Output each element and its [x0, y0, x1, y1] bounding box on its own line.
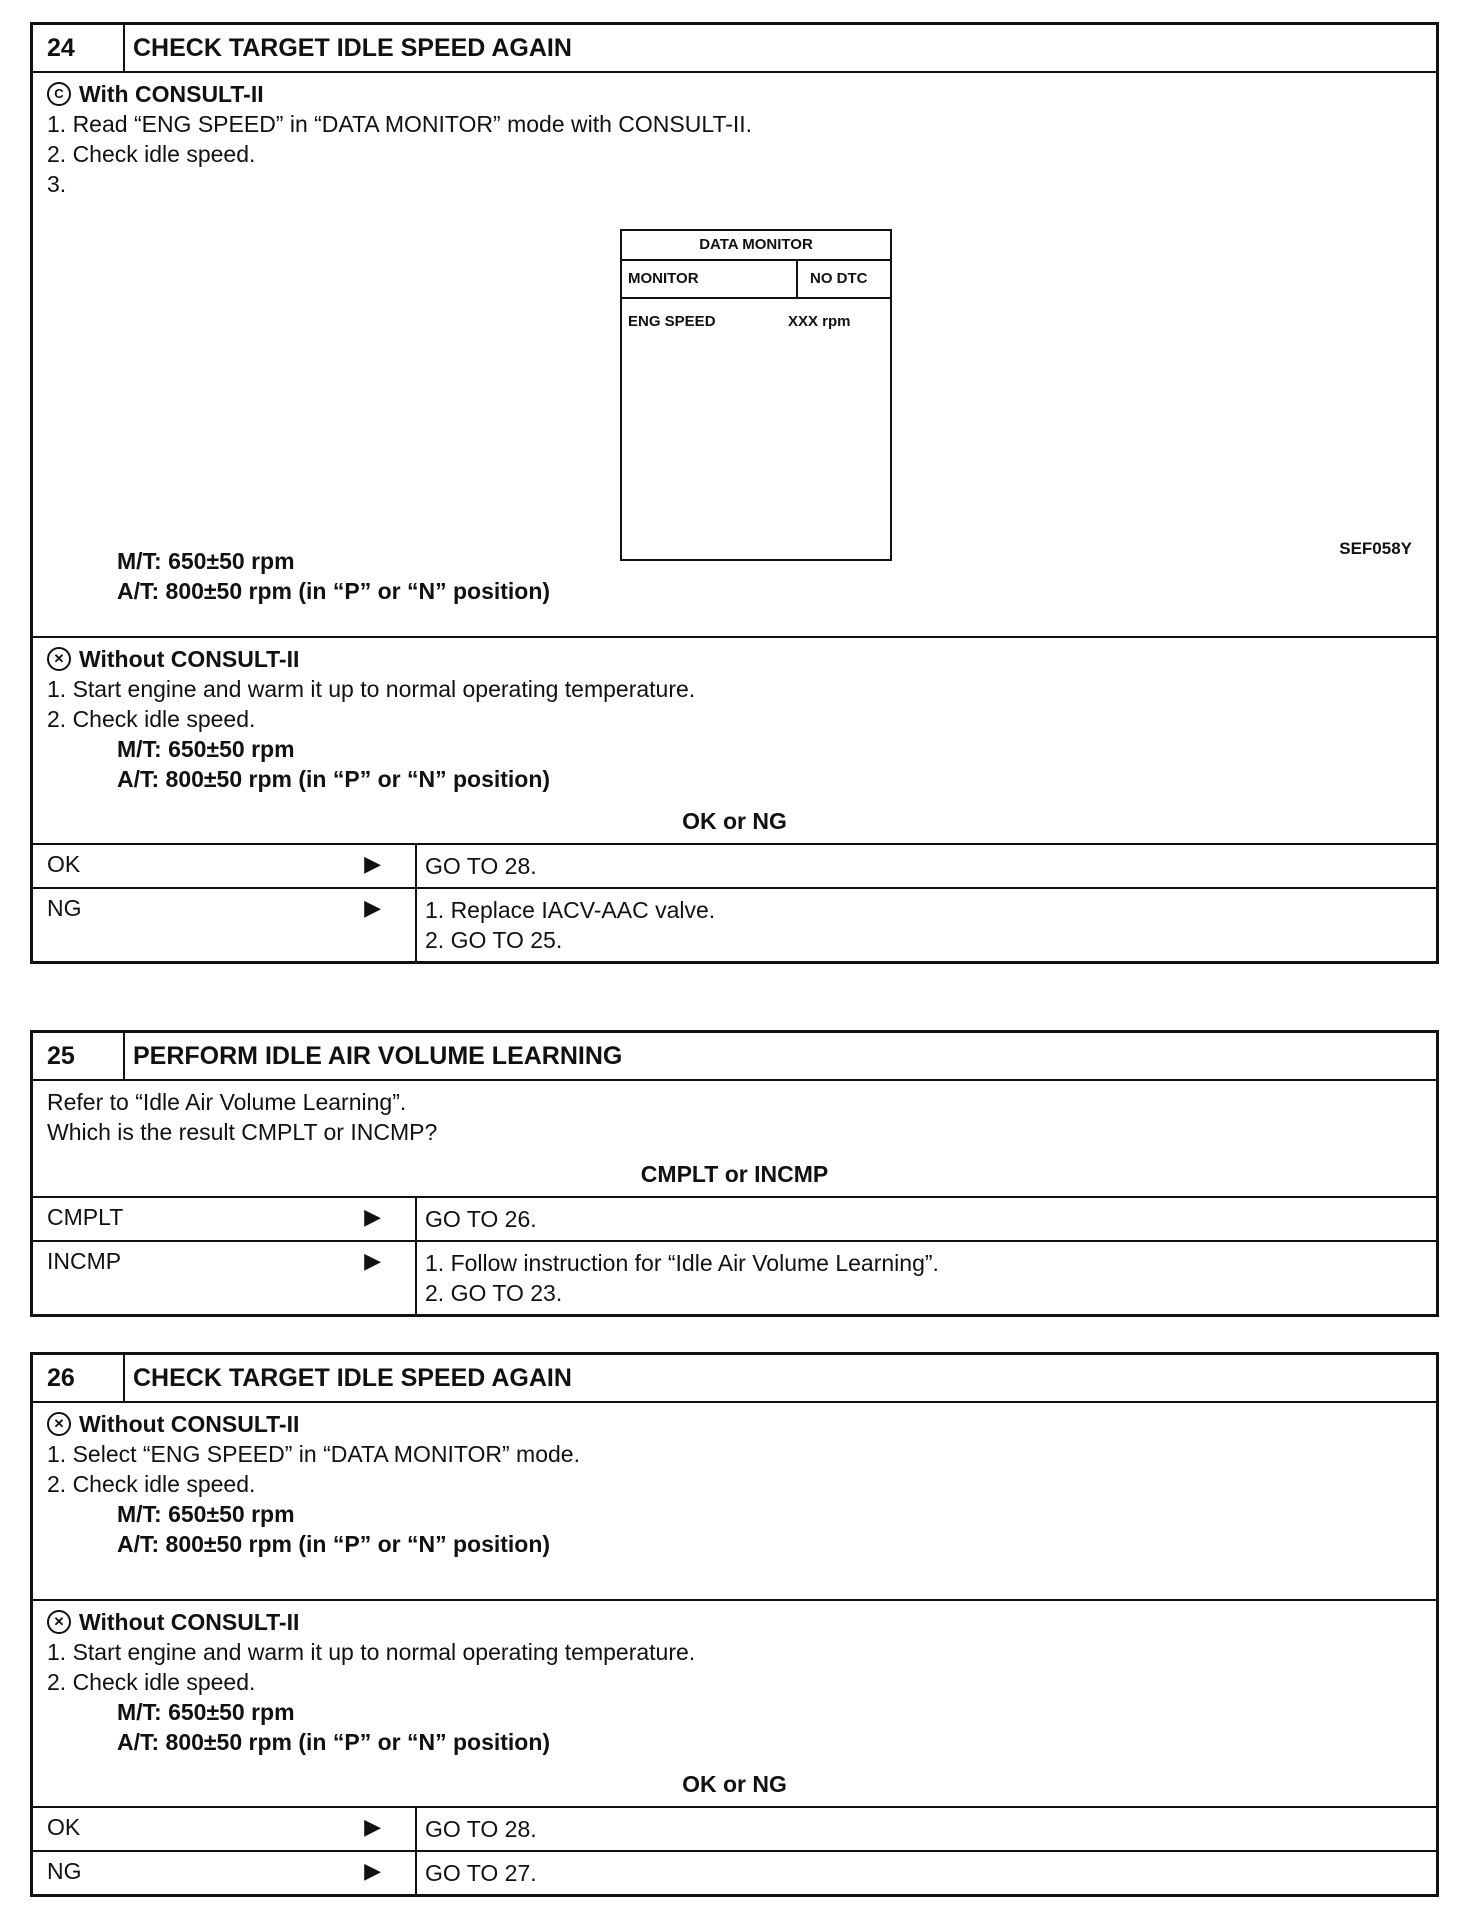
instruction-line: 2. Check idle speed.	[47, 706, 256, 732]
result-action	[417, 1242, 947, 1314]
spec-at: A/T: 800±50 rpm (in “P” or “N” position)	[117, 1729, 551, 1755]
result-row-ng	[33, 887, 1436, 961]
without-consult-section	[33, 636, 1436, 800]
instruction-line: Refer to “Idle Air Volume Learning”.	[47, 1089, 407, 1115]
step-header	[33, 25, 1436, 73]
arrow-right-icon: ▶	[364, 1248, 381, 1273]
step-header	[33, 1355, 1436, 1403]
result-row-cmplt	[33, 1196, 1436, 1240]
monitor-value: XXX rpm	[788, 313, 851, 330]
spec-mt: M/T: 650±50 rpm	[117, 1699, 295, 1725]
step-number: 26	[33, 1355, 125, 1401]
result-question: CMPLT or INCMP	[640, 1161, 829, 1187]
instruction-line: 1. Select “ENG SPEED” in “DATA MONITOR” mode.	[47, 1441, 580, 1467]
no-dtc-col: NO DTC	[810, 270, 868, 287]
spec-at: A/T: 800±50 rpm (in “P” or “N” position)	[117, 766, 551, 792]
with-consult-heading	[47, 79, 1422, 109]
spec-mt: M/T: 650±50 rpm	[117, 548, 295, 574]
result-label: NG	[47, 895, 82, 921]
result-label: NG	[47, 1858, 82, 1884]
action-line: GO TO 28.	[425, 853, 537, 879]
step-number: 25	[33, 1033, 125, 1079]
result-label-cell	[33, 1808, 417, 1850]
data-monitor-screen	[620, 229, 892, 561]
without-consult-section-a	[33, 1403, 1436, 1599]
result-row-ok	[33, 1806, 1436, 1850]
without-consult-label: Without CONSULT-II	[79, 646, 300, 672]
monitor-title: DATA MONITOR	[622, 231, 890, 261]
step-26-box	[30, 1352, 1439, 1897]
step-24-box	[30, 22, 1439, 964]
instruction-line: 2. Check idle speed.	[47, 1471, 256, 1497]
result-label: OK	[47, 851, 81, 877]
arrow-right-icon: ▶	[364, 1204, 381, 1229]
step-title: CHECK TARGET IDLE SPEED AGAIN	[133, 1363, 572, 1392]
action-line: 2. GO TO 23.	[425, 1280, 563, 1306]
action-line: GO TO 26.	[425, 1206, 537, 1232]
monitor-header-row	[622, 261, 890, 299]
with-consult-section	[33, 73, 1436, 636]
result-row-ng	[33, 1850, 1436, 1894]
no-consult-icon: ✕	[47, 1412, 71, 1436]
data-monitor-figure	[47, 199, 1422, 594]
action-line: GO TO 27.	[425, 1860, 537, 1886]
spec-mt: M/T: 650±50 rpm	[117, 736, 295, 762]
spec-at: A/T: 800±50 rpm (in “P” or “N” position)	[117, 578, 551, 604]
instruction-section	[33, 1081, 1436, 1153]
without-consult-label: Without CONSULT-II	[79, 1411, 300, 1437]
action-line: 2. GO TO 25.	[425, 927, 563, 953]
with-consult-label: With CONSULT-II	[79, 81, 264, 107]
step-number: 24	[33, 25, 125, 71]
result-question: OK or NG	[682, 1771, 787, 1797]
spec-mt: M/T: 650±50 rpm	[117, 1501, 295, 1527]
arrow-right-icon: ▶	[364, 895, 381, 920]
result-label-cell	[33, 1852, 417, 1894]
result-label-cell	[33, 1198, 417, 1240]
consult-icon: C	[47, 82, 71, 106]
instruction-line: 1. Start engine and warm it up to normal operating temperature.	[47, 1639, 696, 1665]
result-row-ok	[33, 843, 1436, 887]
instruction-line: 2. Check idle speed.	[47, 1669, 256, 1695]
result-action	[417, 845, 545, 887]
result-label-cell	[33, 889, 417, 961]
result-label: OK	[47, 1814, 81, 1840]
no-consult-icon: ✕	[47, 1610, 71, 1634]
instruction-line: 1. Read “ENG SPEED” in “DATA MONITOR” mode with CONSULT-II.	[47, 111, 753, 137]
instruction-line: 3.	[47, 171, 67, 197]
instruction-line: 1. Start engine and warm it up to normal operating temperature.	[47, 676, 696, 702]
without-consult-heading	[47, 1409, 1422, 1439]
result-label-cell	[33, 1242, 417, 1314]
result-question: OK or NG	[682, 808, 787, 834]
result-action	[417, 1198, 545, 1240]
action-line: 1. Follow instruction for “Idle Air Volume Learning”.	[425, 1250, 939, 1276]
result-action	[417, 1852, 545, 1894]
arrow-right-icon: ▶	[364, 1858, 381, 1883]
without-consult-label: Without CONSULT-II	[79, 1609, 300, 1635]
without-consult-heading	[47, 1607, 1422, 1637]
monitor-col: MONITOR	[622, 261, 798, 297]
without-consult-heading	[47, 644, 1422, 674]
step-header	[33, 1033, 1436, 1081]
action-line: GO TO 28.	[425, 1816, 537, 1842]
no-consult-icon: ✕	[47, 647, 71, 671]
action-line: 1. Replace IACV-AAC valve.	[425, 897, 716, 923]
monitor-item: ENG SPEED	[628, 313, 716, 330]
monitor-value-row	[622, 299, 890, 345]
step-title: CHECK TARGET IDLE SPEED AGAIN	[133, 33, 572, 62]
result-row-incmp	[33, 1240, 1436, 1314]
figure-id: SEF058Y	[1339, 539, 1412, 558]
step-25-box	[30, 1030, 1439, 1317]
result-action	[417, 1808, 545, 1850]
result-label-cell	[33, 845, 417, 887]
without-consult-section-b	[33, 1599, 1436, 1763]
result-label: CMPLT	[47, 1204, 124, 1230]
step-title: PERFORM IDLE AIR VOLUME LEARNING	[133, 1041, 623, 1070]
result-label: INCMP	[47, 1248, 122, 1274]
arrow-right-icon: ▶	[364, 1814, 381, 1839]
instruction-line: Which is the result CMPLT or INCMP?	[47, 1119, 438, 1145]
spec-at: A/T: 800±50 rpm (in “P” or “N” position)	[117, 1531, 551, 1557]
arrow-right-icon: ▶	[364, 851, 381, 876]
result-action	[417, 889, 723, 961]
instruction-line: 2. Check idle speed.	[47, 141, 256, 167]
